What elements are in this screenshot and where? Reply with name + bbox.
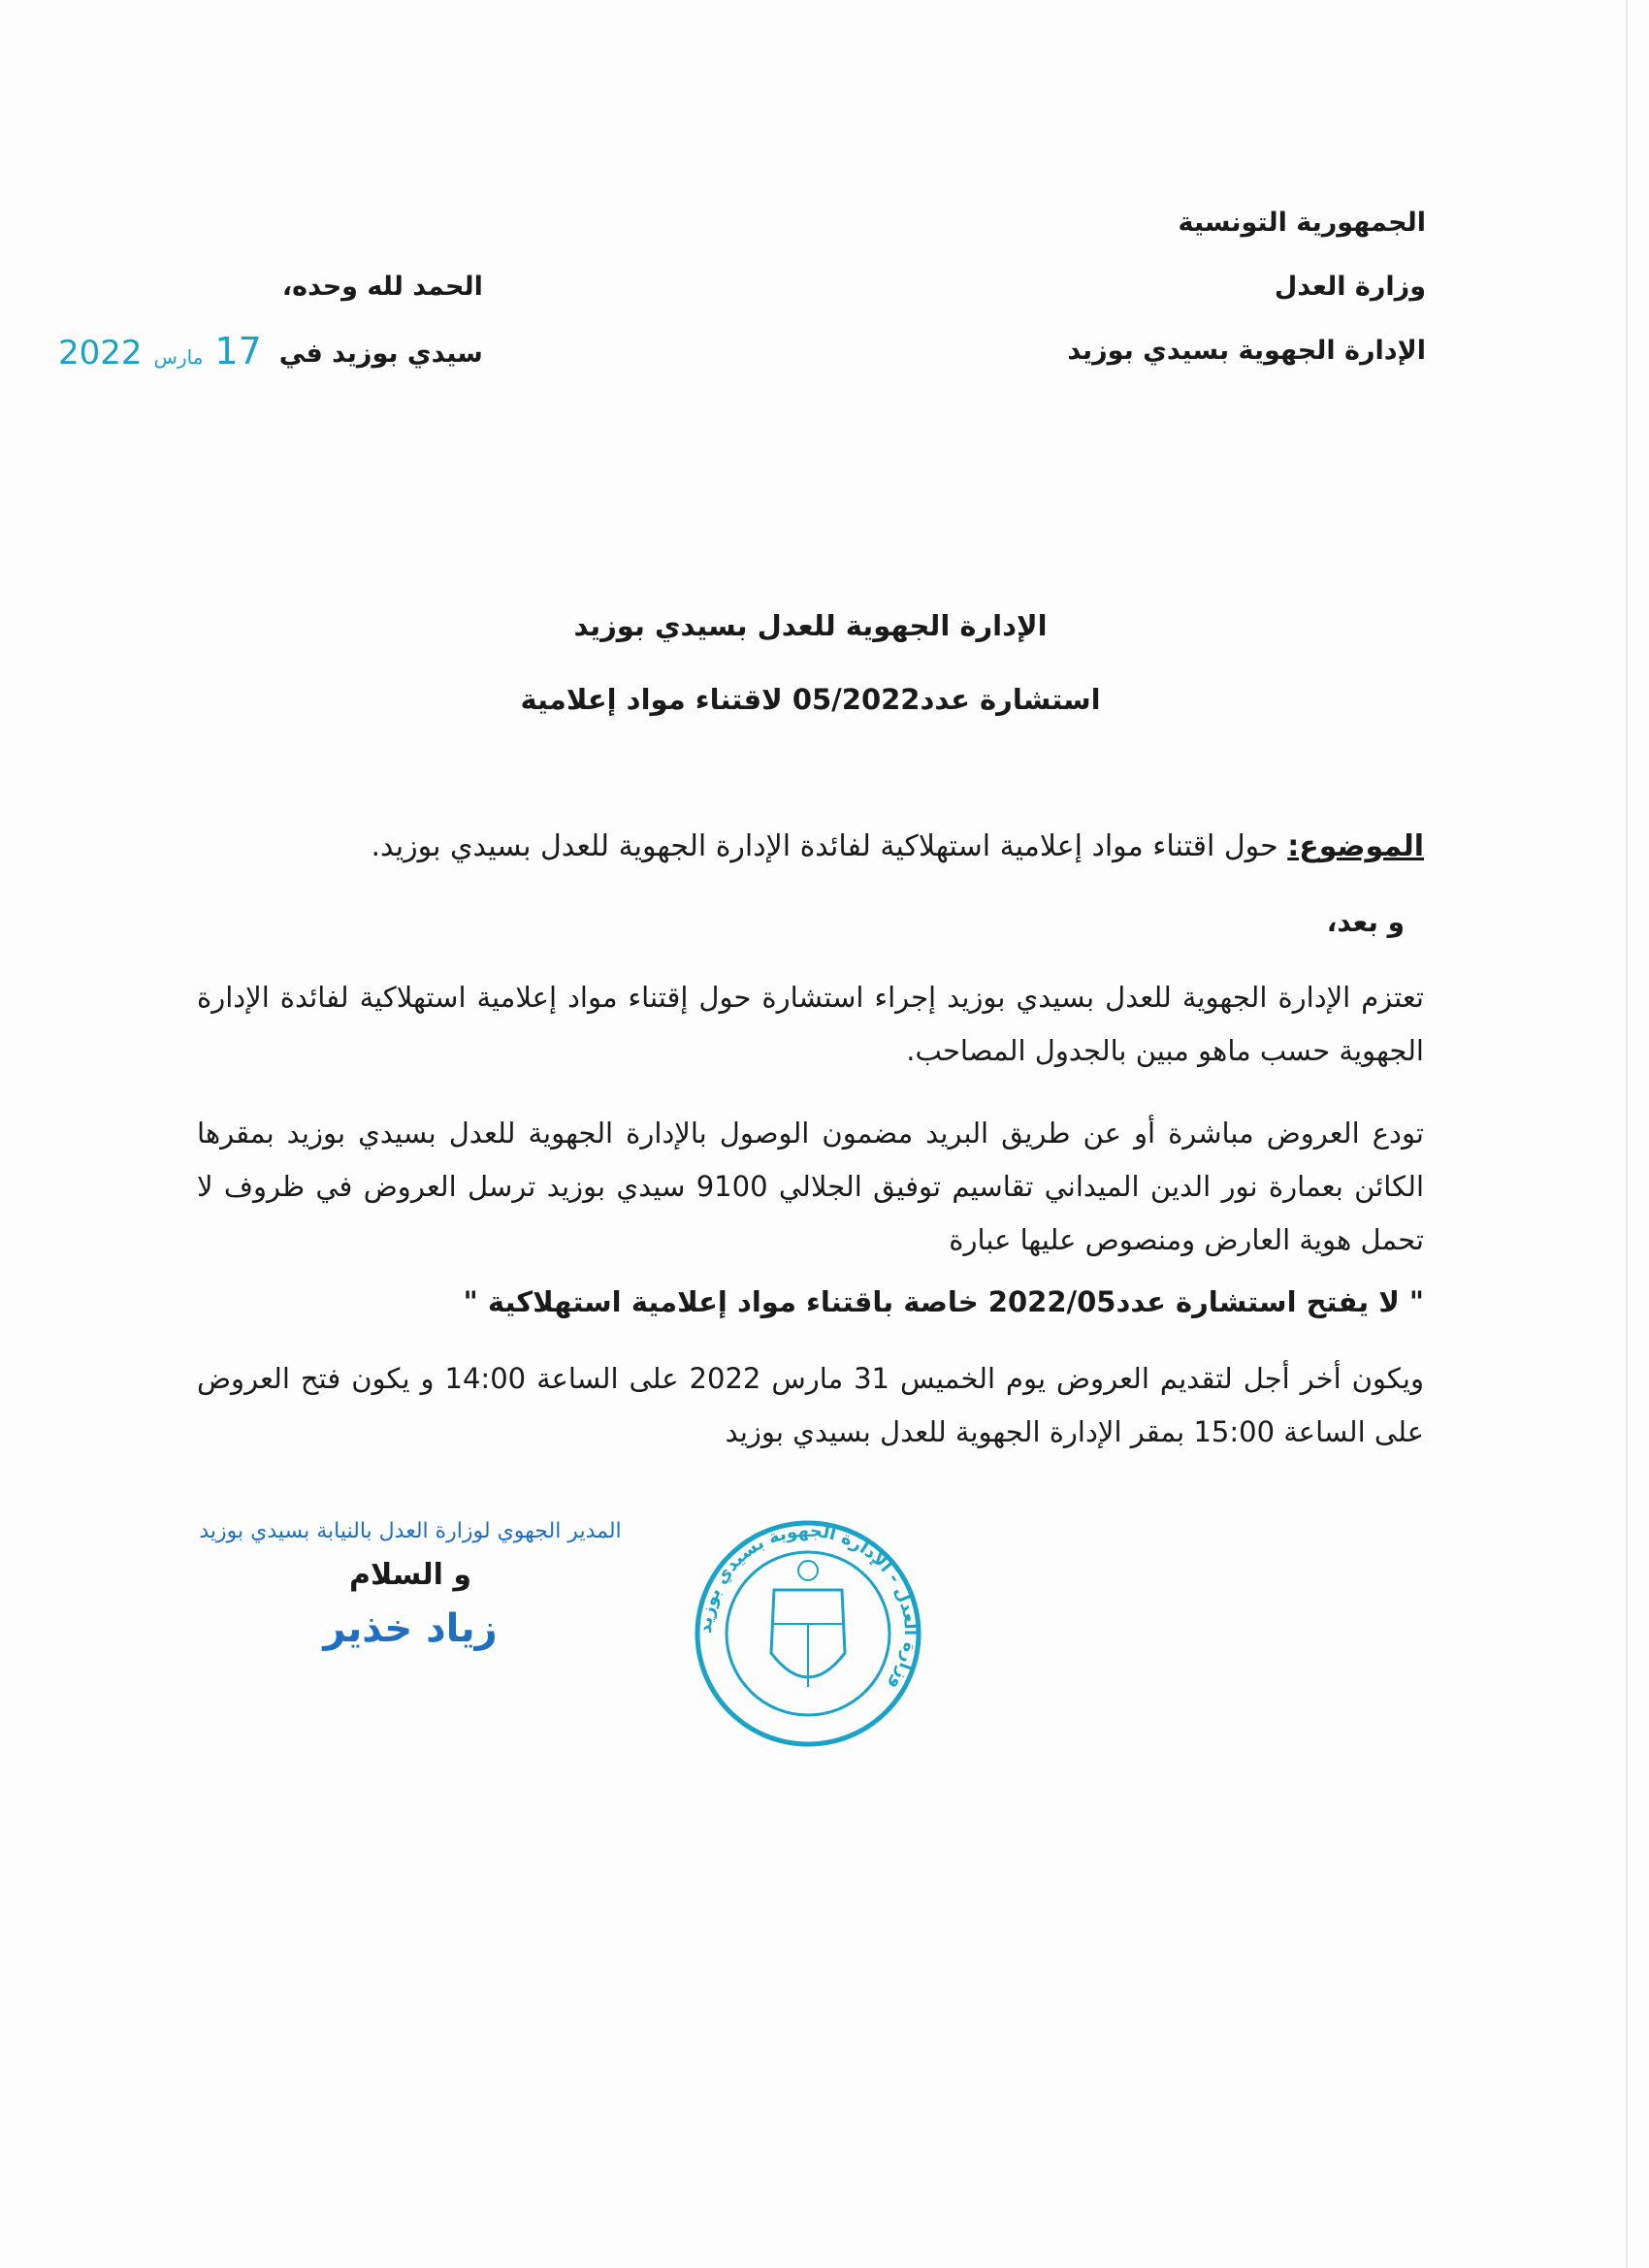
signature-name: زياد خذير (323, 1606, 498, 1651)
paragraph-intro: تعتزم الإدارة الجهوية للعدل بسيدي بوزيد إجراء استشارة حول إقتناء مواد إعلامية استهلاكية لفائدة الإدارة الجهوية حسب ماهو مبين بالجدول المصاحب. (197, 981, 1424, 1067)
letterhead-left (58, 204, 483, 376)
letter-body (197, 606, 1424, 1750)
paragraph-envelope-label: " لا يفتح استشارة عدد2022/05 خاصة باقتناء مواد إعلامية استهلاكية " (463, 1285, 1424, 1318)
subject-text: حول اقتناء مواد إعلامية استهلاكية لفائدة الإدارة الجهوية للعدل بسيدي بوزيد. (371, 829, 1288, 863)
title-line2: استشارة عدد05/2022 لاقتناء مواد إعلامية (520, 683, 1101, 716)
signature-title: المدير الجهوي لوزارة العدل بالنيابة بسيدي بوزيد (199, 1519, 622, 1543)
date-day: 17 (214, 330, 262, 373)
subject-line (197, 826, 1424, 868)
paragraph-submission: تودع العروض مباشرة أو عن طريق البريد مضمون الوصول بالإدارة الجهوية للعدل بسيدي بوزيد بمقرها الكائن بعمارة نور الدين الميداني تقاسيم توفيق الجلالي 9100 سيدي بوزيد ترسل العروض في ظروف لا تحمل هوية العارض ومنصوص عليها عبارة (197, 1117, 1424, 1256)
header-country: الجمهورية التونسية (1178, 208, 1426, 238)
place-date-row (58, 332, 483, 376)
letterhead-right (1067, 204, 1426, 376)
header-administration: الإدارة الجهوية بسيدي بوزيد (1067, 336, 1426, 366)
closing: و السلام (349, 1558, 471, 1592)
scan-edge (1626, 0, 1628, 2268)
header-place: سيدي بوزيد في (278, 339, 483, 369)
coat-of-arms-icon (771, 1561, 845, 1687)
header-greeting: الحمد لله وحده، (281, 272, 483, 302)
header-ministry: وزارة العدل (1274, 272, 1426, 302)
signature-block (148, 1517, 1424, 1750)
paragraph-deadline: ويكون أخر أجل لتقديم العروض يوم الخميس 31 مارس 2022 على الساعة 14:00 و يكون فتح العروض على الساعة 15:00 بمقر الإدارة الجهوية للعدل بسيدي بوزيد (197, 1362, 1424, 1448)
date-year: 2022 (58, 334, 143, 373)
seal-text: وزارة العدل - الإدارة الجهوية بسيدي بوزيد (695, 1520, 922, 1695)
signature-text (148, 1517, 672, 1653)
subject-label: الموضوع: (1287, 829, 1424, 863)
date-month: مارس (153, 345, 204, 369)
date-stamp (58, 332, 262, 376)
title-line1: الإدارة الجهوية للعدل بسيدي بوزيد (573, 609, 1048, 642)
official-seal (692, 1517, 924, 1750)
salutation: و بعد، (1326, 906, 1405, 938)
letterhead (58, 204, 1426, 376)
